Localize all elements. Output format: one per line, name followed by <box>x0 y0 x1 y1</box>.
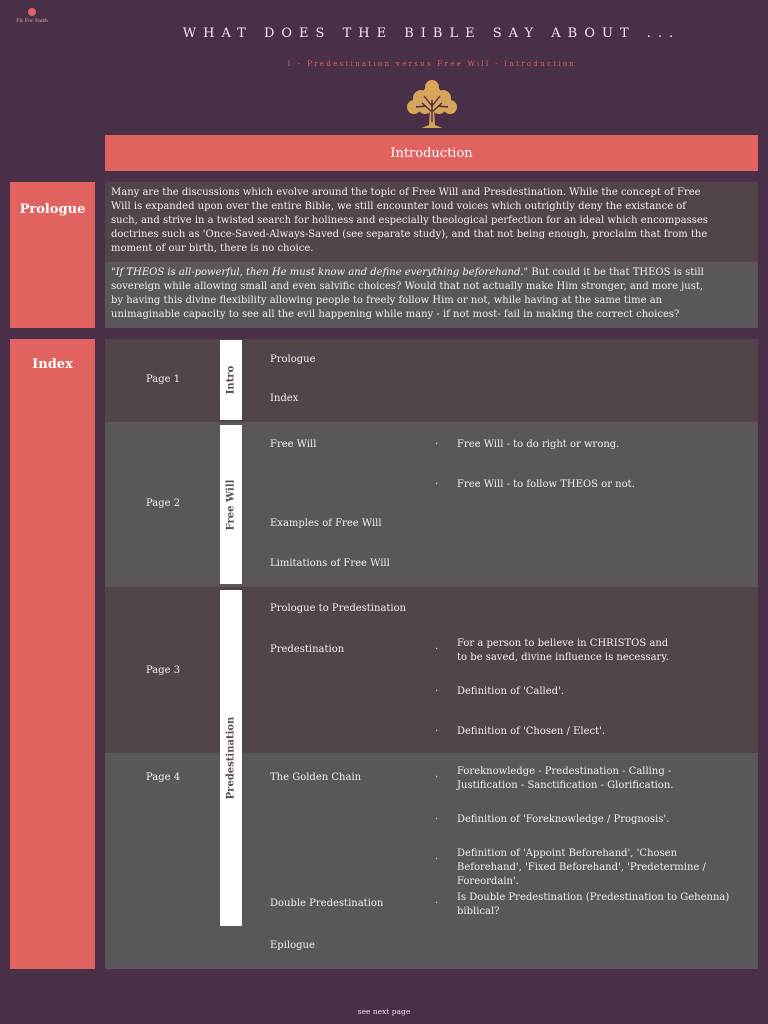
sub-item: Definition of 'Chosen / Elect'. <box>457 726 606 737</box>
page-subtitle: 1 - Predestination versus Free Will - Introduction <box>286 60 577 68</box>
list-item: Limitations of Free Will <box>270 558 390 569</box>
list-item: Prologue to Predestination <box>270 603 407 614</box>
tab-predestination-label: Predestination <box>225 716 237 800</box>
prologue-paragraph-2: But could it be that THEOS is still sovereign while allowing small and even salvific choices? Would that not actually make Him stronger, and more just, by having this divine flexibility allowing people to freely follow Him or not, while having at the same time an unimaginable capacity to see all the evil happening while many - if not most- fail in making the correct choices? <box>111 267 704 320</box>
bullet: · <box>435 854 439 865</box>
section-banner: Introduction <box>105 135 758 171</box>
page-title: WHAT DOES THE BIBLE SAY ABOUT ... <box>182 26 681 41</box>
bullet: · <box>435 686 439 697</box>
list-item: Predestination <box>270 644 345 655</box>
index-table <box>105 339 758 969</box>
bullet: · <box>435 439 439 450</box>
list-item: Epilogue <box>270 940 315 951</box>
tree-icon <box>402 78 462 134</box>
sub-item: For a person to believe in CHRISTOS and to be saved, divine influence is necessary. <box>457 638 669 663</box>
tab-intro-label: Intro <box>225 365 237 395</box>
index-row-page-1 <box>105 339 758 422</box>
prologue-section <box>105 182 758 328</box>
tab-predestination <box>220 590 242 926</box>
logo-text: Fit For Faith <box>16 18 48 24</box>
sub-item: Free Will - to do right or wrong. <box>457 439 620 450</box>
bullet: · <box>435 772 439 783</box>
sub-item: Definition of 'Called'. <box>457 686 565 697</box>
see-next-page-link[interactable]: see next page <box>357 1007 411 1016</box>
prologue-quote: "If THEOS is all-powerful, then He must know and define everything beforehand." <box>111 267 529 278</box>
list-item: Prologue <box>270 354 316 365</box>
bullet: · <box>435 644 439 655</box>
sub-item: Definition of 'Foreknowledge / Prognosis'. <box>457 814 670 825</box>
sub-item: Foreknowledge - Predestination - Calling - Justification - Sanctification - Glorification. <box>457 766 674 791</box>
index-row-page-3 <box>105 587 758 753</box>
prologue-quote-paragraph <box>105 262 758 328</box>
list-item: The Golden Chain <box>270 772 362 783</box>
logo <box>10 8 54 24</box>
page-3-label: Page 3 <box>146 665 181 676</box>
index-row-page-2 <box>105 422 758 587</box>
logo-mark <box>28 8 36 16</box>
tab-free-will <box>220 425 242 584</box>
page-1-label: Page 1 <box>146 374 181 385</box>
list-item: Index <box>270 393 299 404</box>
bullet: · <box>435 479 439 490</box>
list-item: Examples of Free Will <box>270 518 382 529</box>
tab-free-will-label: Free Will <box>225 479 237 530</box>
bullet: · <box>435 726 439 737</box>
prologue-paragraph: Many are the discussions which evolve around the topic of Free Will and Presdestination. While the concept of Free Will is expanded upon over the entire Bible, we still encounter loud voices which outrightly deny the existance of such, and strive in a twisted search for holiness and especially theological perfection for an ideal which encompasses doctrines such as 'Once-Saved-Always-Saved (see separate study), and that not being enough, proclaim that from the moment of our birth, there is no choice. <box>105 182 758 262</box>
prologue-label: Prologue <box>10 182 95 328</box>
bullet: · <box>435 898 439 909</box>
tab-intro <box>220 340 242 420</box>
page-4-label: Page 4 <box>146 772 181 783</box>
sub-item: Is Double Predestination (Predestination to Gehenna) biblical? <box>457 892 730 917</box>
bullet: · <box>435 814 439 825</box>
list-item: Free Will <box>270 439 317 450</box>
sub-item: Definition of 'Appoint Beforehand', 'Chosen Beforehand', 'Fixed Beforehand', 'Predetermine / Foreordain'. <box>457 848 706 887</box>
list-item: Double Predestination <box>270 898 384 909</box>
page-2-label: Page 2 <box>146 498 181 509</box>
sub-item: Free Will - to follow THEOS or not. <box>457 479 635 490</box>
index-label: Index <box>10 339 95 969</box>
